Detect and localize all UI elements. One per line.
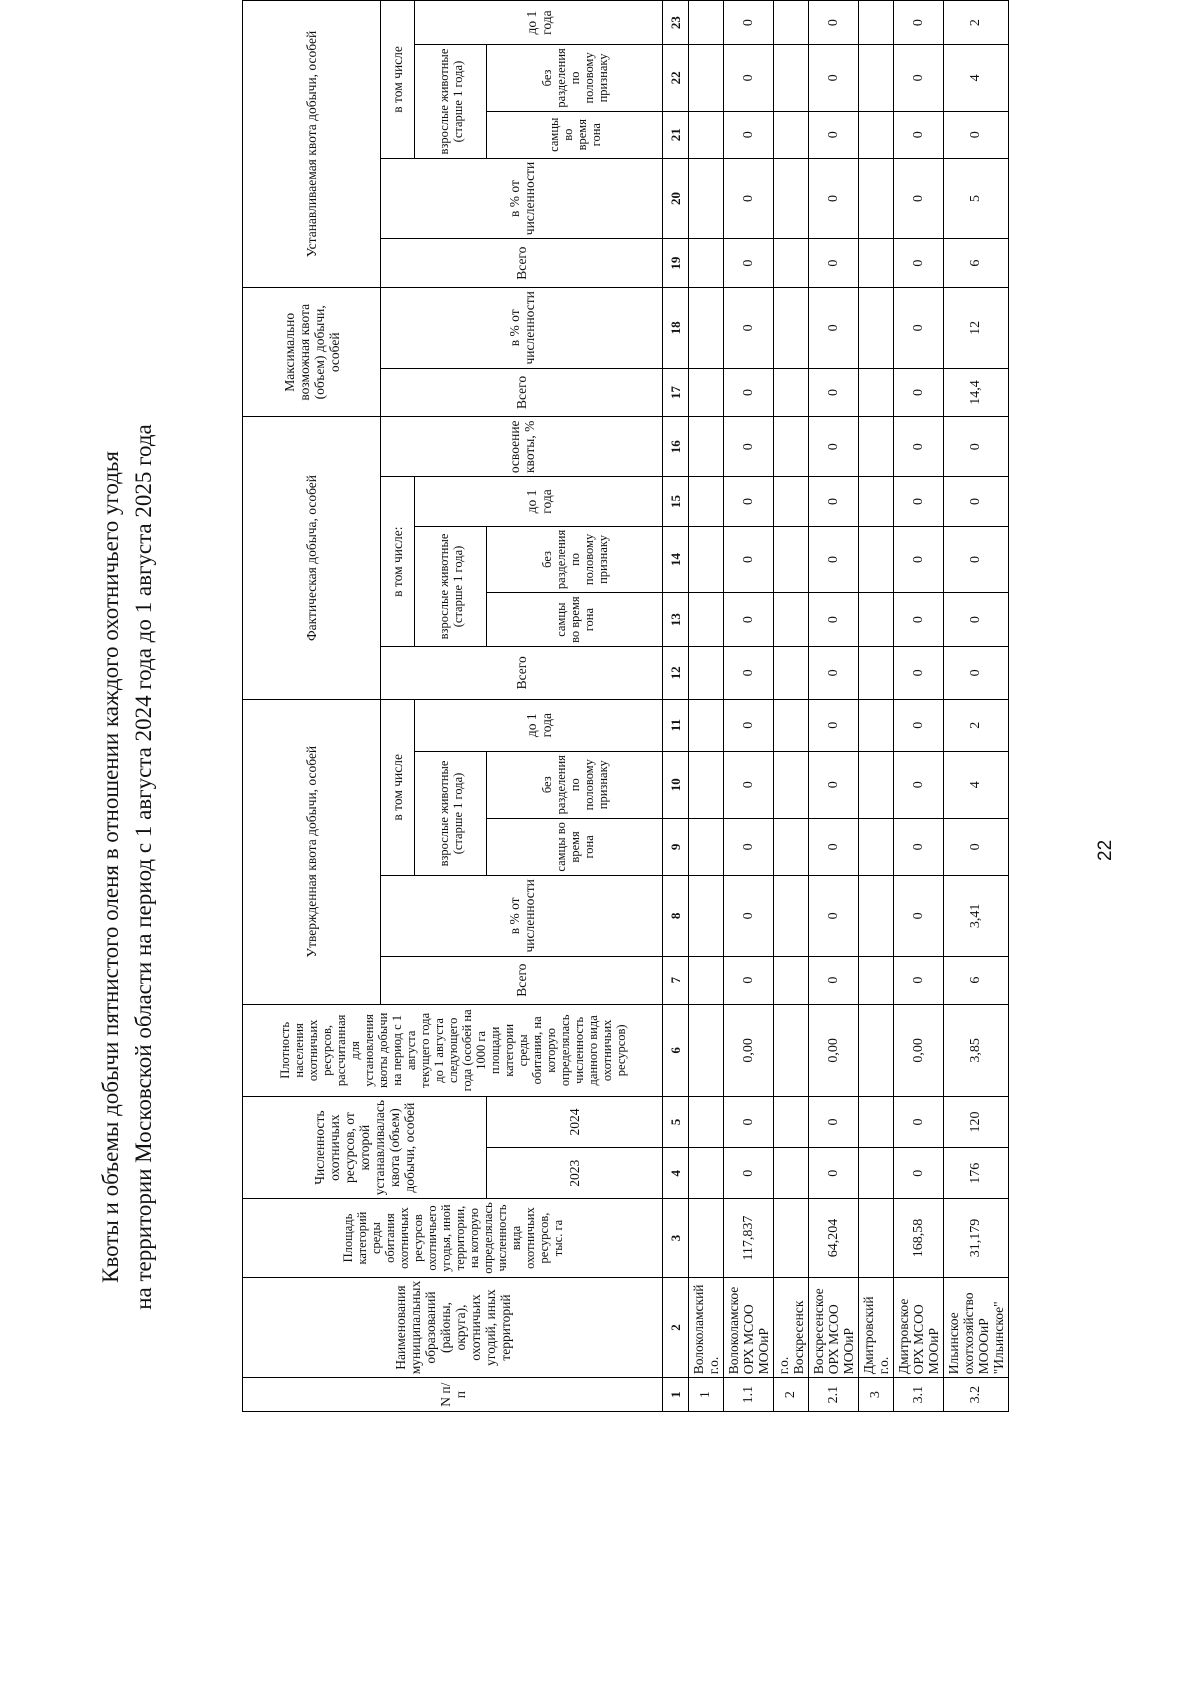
value-cell: 0 bbox=[944, 477, 1009, 527]
value-cell bbox=[859, 288, 894, 368]
value-cell: 0 bbox=[894, 45, 944, 111]
value-cell bbox=[859, 526, 894, 592]
value-cell bbox=[859, 45, 894, 111]
value-cell: 4 bbox=[944, 751, 1009, 818]
value-cell: 0 bbox=[809, 956, 859, 1004]
header-set-adults: взрослые животные (старше 1 года) bbox=[415, 45, 487, 159]
value-cell: 64,204 bbox=[809, 1199, 859, 1278]
header-row-number: N п/п bbox=[243, 1378, 663, 1412]
row-number-cell: 1.1 bbox=[724, 1378, 774, 1412]
value-cell: 0 bbox=[724, 158, 774, 238]
value-cell bbox=[689, 1004, 724, 1096]
value-cell: 0 bbox=[894, 239, 944, 288]
header-approved-under1: до 1 года bbox=[415, 699, 663, 751]
value-cell bbox=[859, 158, 894, 238]
value-cell: 6 bbox=[944, 956, 1009, 1004]
value-cell bbox=[859, 751, 894, 818]
value-cell bbox=[689, 818, 724, 876]
value-cell: 0 bbox=[809, 417, 859, 477]
value-cell: 0 bbox=[809, 526, 859, 592]
column-number-cell: 5 bbox=[663, 1096, 689, 1147]
value-cell: 0 bbox=[724, 956, 774, 1004]
column-number-cell: 4 bbox=[663, 1148, 689, 1199]
value-cell: 0 bbox=[894, 818, 944, 876]
value-cell bbox=[689, 1, 724, 45]
value-cell bbox=[859, 956, 894, 1004]
value-cell: 0 bbox=[944, 526, 1009, 592]
value-cell: 0 bbox=[894, 1, 944, 45]
value-cell: 0 bbox=[724, 239, 774, 288]
value-cell: 5 bbox=[944, 158, 1009, 238]
value-cell bbox=[774, 876, 809, 956]
value-cell bbox=[774, 288, 809, 368]
row-name-cell: г.о. Воскресенск bbox=[774, 1277, 809, 1377]
value-cell bbox=[859, 818, 894, 876]
value-cell bbox=[689, 751, 724, 818]
column-number-cell: 18 bbox=[663, 288, 689, 368]
column-number-cell: 13 bbox=[663, 593, 689, 647]
value-cell: 0 bbox=[894, 417, 944, 477]
district-row bbox=[689, 1, 724, 1412]
value-cell: 0 bbox=[809, 1, 859, 45]
value-cell: 0 bbox=[724, 593, 774, 647]
table-row bbox=[809, 1, 859, 1412]
column-number-cell: 3 bbox=[663, 1199, 689, 1278]
value-cell bbox=[859, 477, 894, 527]
column-number-cell: 17 bbox=[663, 368, 689, 417]
value-cell bbox=[859, 699, 894, 751]
value-cell: 168,58 bbox=[894, 1199, 944, 1278]
value-cell bbox=[774, 647, 809, 699]
value-cell bbox=[859, 417, 894, 477]
column-number-cell: 7 bbox=[663, 956, 689, 1004]
value-cell bbox=[859, 1096, 894, 1147]
column-number-cell: 11 bbox=[663, 699, 689, 751]
header-actual-total: Всего bbox=[381, 647, 663, 699]
column-number-cell: 2 bbox=[663, 1277, 689, 1377]
value-cell: 2 bbox=[944, 1, 1009, 45]
row-number-cell: 2.1 bbox=[809, 1378, 859, 1412]
column-number-cell: 1 bbox=[663, 1378, 689, 1412]
value-cell: 0 bbox=[724, 647, 774, 699]
value-cell: 12 bbox=[944, 288, 1009, 368]
value-cell bbox=[774, 751, 809, 818]
value-cell bbox=[774, 1004, 809, 1096]
value-cell: 0 bbox=[894, 956, 944, 1004]
value-cell bbox=[774, 111, 809, 158]
value-cell bbox=[774, 417, 809, 477]
value-cell: 0 bbox=[894, 111, 944, 158]
value-cell bbox=[689, 158, 724, 238]
value-cell: 0 bbox=[809, 288, 859, 368]
header-max-total: Всего bbox=[381, 368, 663, 417]
value-cell: 0 bbox=[894, 477, 944, 527]
row-name-cell: Дмитровский г.о. bbox=[859, 1277, 894, 1377]
row-number-cell: 3.1 bbox=[894, 1378, 944, 1412]
table-row bbox=[724, 1, 774, 1412]
value-cell: 0 bbox=[894, 751, 944, 818]
column-number-cell: 12 bbox=[663, 647, 689, 699]
column-number-cell: 9 bbox=[663, 818, 689, 876]
row-number-cell: 3.2 bbox=[944, 1378, 1009, 1412]
header-approved-nosex: без разделения по половому признаку bbox=[487, 751, 663, 818]
value-cell bbox=[859, 1004, 894, 1096]
header-set-under1: до 1 года bbox=[415, 1, 663, 45]
header-approved-adults: взрослые животные (старше 1 года) bbox=[415, 751, 487, 875]
header-set-quota: Устанавливаемая квота добычи, особей bbox=[243, 1, 381, 288]
value-cell: 0 bbox=[944, 593, 1009, 647]
value-cell bbox=[689, 239, 724, 288]
value-cell bbox=[689, 477, 724, 527]
value-cell: 0 bbox=[809, 239, 859, 288]
header-actual-incl: в том числе: bbox=[381, 477, 415, 647]
value-cell bbox=[774, 477, 809, 527]
column-number-row bbox=[663, 1, 689, 1412]
value-cell bbox=[774, 593, 809, 647]
value-cell bbox=[689, 1096, 724, 1147]
header-max-quota: Максимально возможная квота (объем) добычи, особей bbox=[243, 288, 381, 417]
value-cell: 0 bbox=[894, 699, 944, 751]
value-cell bbox=[689, 1199, 724, 1278]
value-cell: 0 bbox=[809, 818, 859, 876]
value-cell: 0,00 bbox=[809, 1004, 859, 1096]
column-number-cell: 21 bbox=[663, 111, 689, 158]
header-year-2023: 2023 bbox=[487, 1148, 663, 1199]
value-cell: 0 bbox=[724, 1148, 774, 1199]
header-approved-total: Всего bbox=[381, 956, 663, 1004]
header-approved-incl: в том числе bbox=[381, 699, 415, 876]
value-cell: 0 bbox=[809, 751, 859, 818]
value-cell bbox=[689, 417, 724, 477]
value-cell bbox=[774, 45, 809, 111]
value-cell: 0 bbox=[724, 288, 774, 368]
column-number-cell: 6 bbox=[663, 1004, 689, 1096]
header-name: Наименования муниципальных образований (районы, округа), охотничьих угодий, иных территорий bbox=[243, 1277, 663, 1377]
value-cell: 0 bbox=[809, 477, 859, 527]
row-name-cell: Воскресенское ОРХ МСОО МООиР bbox=[809, 1277, 859, 1377]
value-cell: 0 bbox=[894, 647, 944, 699]
header-actual-under1: до 1 года bbox=[415, 477, 663, 527]
row-number-cell: 3 bbox=[859, 1378, 894, 1412]
value-cell: 0 bbox=[894, 368, 944, 417]
value-cell: 0 bbox=[724, 417, 774, 477]
value-cell: 0,00 bbox=[724, 1004, 774, 1096]
value-cell bbox=[774, 158, 809, 238]
value-cell: 0 bbox=[809, 699, 859, 751]
header-set-nosex: без разделения по половому признаку bbox=[487, 45, 663, 111]
row-name-cell: Волоколамский г.о. bbox=[689, 1277, 724, 1377]
value-cell: 0 bbox=[809, 876, 859, 956]
value-cell bbox=[859, 111, 894, 158]
value-cell: 2 bbox=[944, 699, 1009, 751]
value-cell bbox=[859, 239, 894, 288]
value-cell bbox=[774, 1148, 809, 1199]
header-max-pct: в % от численности bbox=[381, 288, 663, 368]
value-cell: 0 bbox=[724, 368, 774, 417]
quota-table bbox=[242, 0, 1009, 1412]
column-number-cell: 19 bbox=[663, 239, 689, 288]
header-set-males: самцы во время гона bbox=[487, 111, 663, 158]
header-set-incl: в том числе bbox=[381, 1, 415, 159]
value-cell bbox=[859, 1148, 894, 1199]
value-cell: 0 bbox=[944, 647, 1009, 699]
value-cell bbox=[859, 1199, 894, 1278]
value-cell: 0 bbox=[894, 876, 944, 956]
value-cell bbox=[774, 239, 809, 288]
value-cell bbox=[774, 526, 809, 592]
value-cell bbox=[689, 368, 724, 417]
value-cell: 0 bbox=[809, 1096, 859, 1147]
value-cell: 0 bbox=[809, 647, 859, 699]
header-approved-pct: в % от численности bbox=[381, 876, 663, 956]
value-cell: 0 bbox=[724, 477, 774, 527]
value-cell: 0 bbox=[724, 699, 774, 751]
header-approved-males: самцы во время гона bbox=[487, 818, 663, 876]
row-name-cell: Волоколамское ОРХ МСОО МООиР bbox=[724, 1277, 774, 1377]
value-cell: 4 bbox=[944, 45, 1009, 111]
value-cell bbox=[774, 368, 809, 417]
value-cell: 0 bbox=[894, 1148, 944, 1199]
value-cell bbox=[774, 1199, 809, 1278]
column-number-cell: 8 bbox=[663, 876, 689, 956]
district-row bbox=[859, 1, 894, 1412]
value-cell bbox=[689, 647, 724, 699]
value-cell: 0 bbox=[809, 368, 859, 417]
header-actual-nosex: без разделения по половому признаку bbox=[487, 526, 663, 592]
value-cell: 6 bbox=[944, 239, 1009, 288]
value-cell: 0 bbox=[809, 593, 859, 647]
header-actual-adults: взрослые животные (старше 1 года) bbox=[415, 526, 487, 646]
value-cell: 31,179 bbox=[944, 1199, 1009, 1278]
value-cell: 0 bbox=[894, 158, 944, 238]
value-cell: 0 bbox=[944, 818, 1009, 876]
value-cell bbox=[774, 956, 809, 1004]
page-number: 22 bbox=[1095, 839, 1116, 861]
value-cell: 0 bbox=[944, 111, 1009, 158]
row-number-cell: 2 bbox=[774, 1378, 809, 1412]
header-population-group: Численность охотничьих ресурсов, от которой устанавливалась квота (объем) добычи, особей bbox=[243, 1096, 487, 1198]
value-cell: 3,41 bbox=[944, 876, 1009, 956]
column-number-cell: 10 bbox=[663, 751, 689, 818]
value-cell: 0,00 bbox=[894, 1004, 944, 1096]
value-cell: 0 bbox=[944, 417, 1009, 477]
row-name-cell: Дмитровское ОРХ МСОО МООиР bbox=[894, 1277, 944, 1377]
value-cell: 0 bbox=[724, 111, 774, 158]
column-number-cell: 20 bbox=[663, 158, 689, 238]
value-cell: 117,837 bbox=[724, 1199, 774, 1278]
value-cell bbox=[859, 593, 894, 647]
value-cell bbox=[774, 818, 809, 876]
value-cell: 0 bbox=[809, 111, 859, 158]
value-cell: 0 bbox=[724, 876, 774, 956]
header-actual-harvest: Фактическая добыча, особей bbox=[243, 417, 381, 699]
document-title-line-1: Квоты и объемы добычи пятнистого оленя в отношении каждого охотничьего угодья bbox=[98, 451, 123, 1283]
value-cell bbox=[859, 876, 894, 956]
row-name-cell: Ильинское охотхозяйство МОООиР "Ильинское" bbox=[944, 1277, 1009, 1377]
document-title-line-2: на территории Московской области на период с 1 августа 2024 года до 1 августа 2025 года bbox=[131, 424, 156, 1310]
value-cell bbox=[689, 956, 724, 1004]
table-row bbox=[944, 1, 1009, 1412]
column-number-cell: 23 bbox=[663, 1, 689, 45]
value-cell: 0 bbox=[724, 526, 774, 592]
header-density: Плотность населения охотничьих ресурсов, рассчитанная для установления квоты добычи на период с 1 августа текущего года до 1 августа следующего года (особей на 1000 га площади категории среды обитания, на которую определялась численность данного вида охотничьих ресурсов) bbox=[243, 1004, 663, 1096]
value-cell: 0 bbox=[809, 1148, 859, 1199]
value-cell: 0 bbox=[724, 1, 774, 45]
column-number-cell: 22 bbox=[663, 45, 689, 111]
row-number-cell: 1 bbox=[689, 1378, 724, 1412]
table-row bbox=[894, 1, 944, 1412]
header-area: Площадь категорий среды обитания охотничьих ресурсов охотничьего угодья, иной территории, на которую определялась численность вида охотничьих ресурсов, тыс. га bbox=[243, 1199, 663, 1278]
header-set-total: Всего bbox=[381, 239, 663, 288]
value-cell bbox=[689, 593, 724, 647]
header-approved-quota: Утвержденная квота добычи, особей bbox=[243, 699, 381, 1004]
value-cell bbox=[774, 1, 809, 45]
district-row bbox=[774, 1, 809, 1412]
value-cell: 3,85 bbox=[944, 1004, 1009, 1096]
value-cell bbox=[689, 526, 724, 592]
value-cell: 0 bbox=[724, 818, 774, 876]
value-cell: 0 bbox=[894, 593, 944, 647]
value-cell bbox=[859, 1, 894, 45]
header-actual-males: самцы во время гона bbox=[487, 593, 663, 647]
header-year-2024: 2024 bbox=[487, 1096, 663, 1147]
value-cell bbox=[689, 111, 724, 158]
value-cell bbox=[689, 876, 724, 956]
value-cell: 120 bbox=[944, 1096, 1009, 1147]
value-cell bbox=[689, 699, 724, 751]
header-quota-use: освоение квоты, % bbox=[381, 417, 663, 477]
column-number-cell: 16 bbox=[663, 417, 689, 477]
value-cell bbox=[859, 647, 894, 699]
value-cell bbox=[859, 368, 894, 417]
value-cell: 0 bbox=[724, 1096, 774, 1147]
value-cell bbox=[689, 45, 724, 111]
value-cell bbox=[774, 1096, 809, 1147]
value-cell: 14,4 bbox=[944, 368, 1009, 417]
value-cell: 0 bbox=[724, 45, 774, 111]
value-cell: 0 bbox=[894, 526, 944, 592]
value-cell: 0 bbox=[809, 158, 859, 238]
value-cell: 0 bbox=[809, 45, 859, 111]
value-cell bbox=[774, 699, 809, 751]
header-set-pct: в % от численности bbox=[381, 158, 663, 238]
value-cell bbox=[689, 288, 724, 368]
value-cell: 176 bbox=[944, 1148, 1009, 1199]
value-cell: 0 bbox=[894, 1096, 944, 1147]
value-cell: 0 bbox=[894, 288, 944, 368]
column-number-cell: 14 bbox=[663, 526, 689, 592]
column-number-cell: 15 bbox=[663, 477, 689, 527]
value-cell bbox=[689, 1148, 724, 1199]
value-cell: 0 bbox=[724, 751, 774, 818]
